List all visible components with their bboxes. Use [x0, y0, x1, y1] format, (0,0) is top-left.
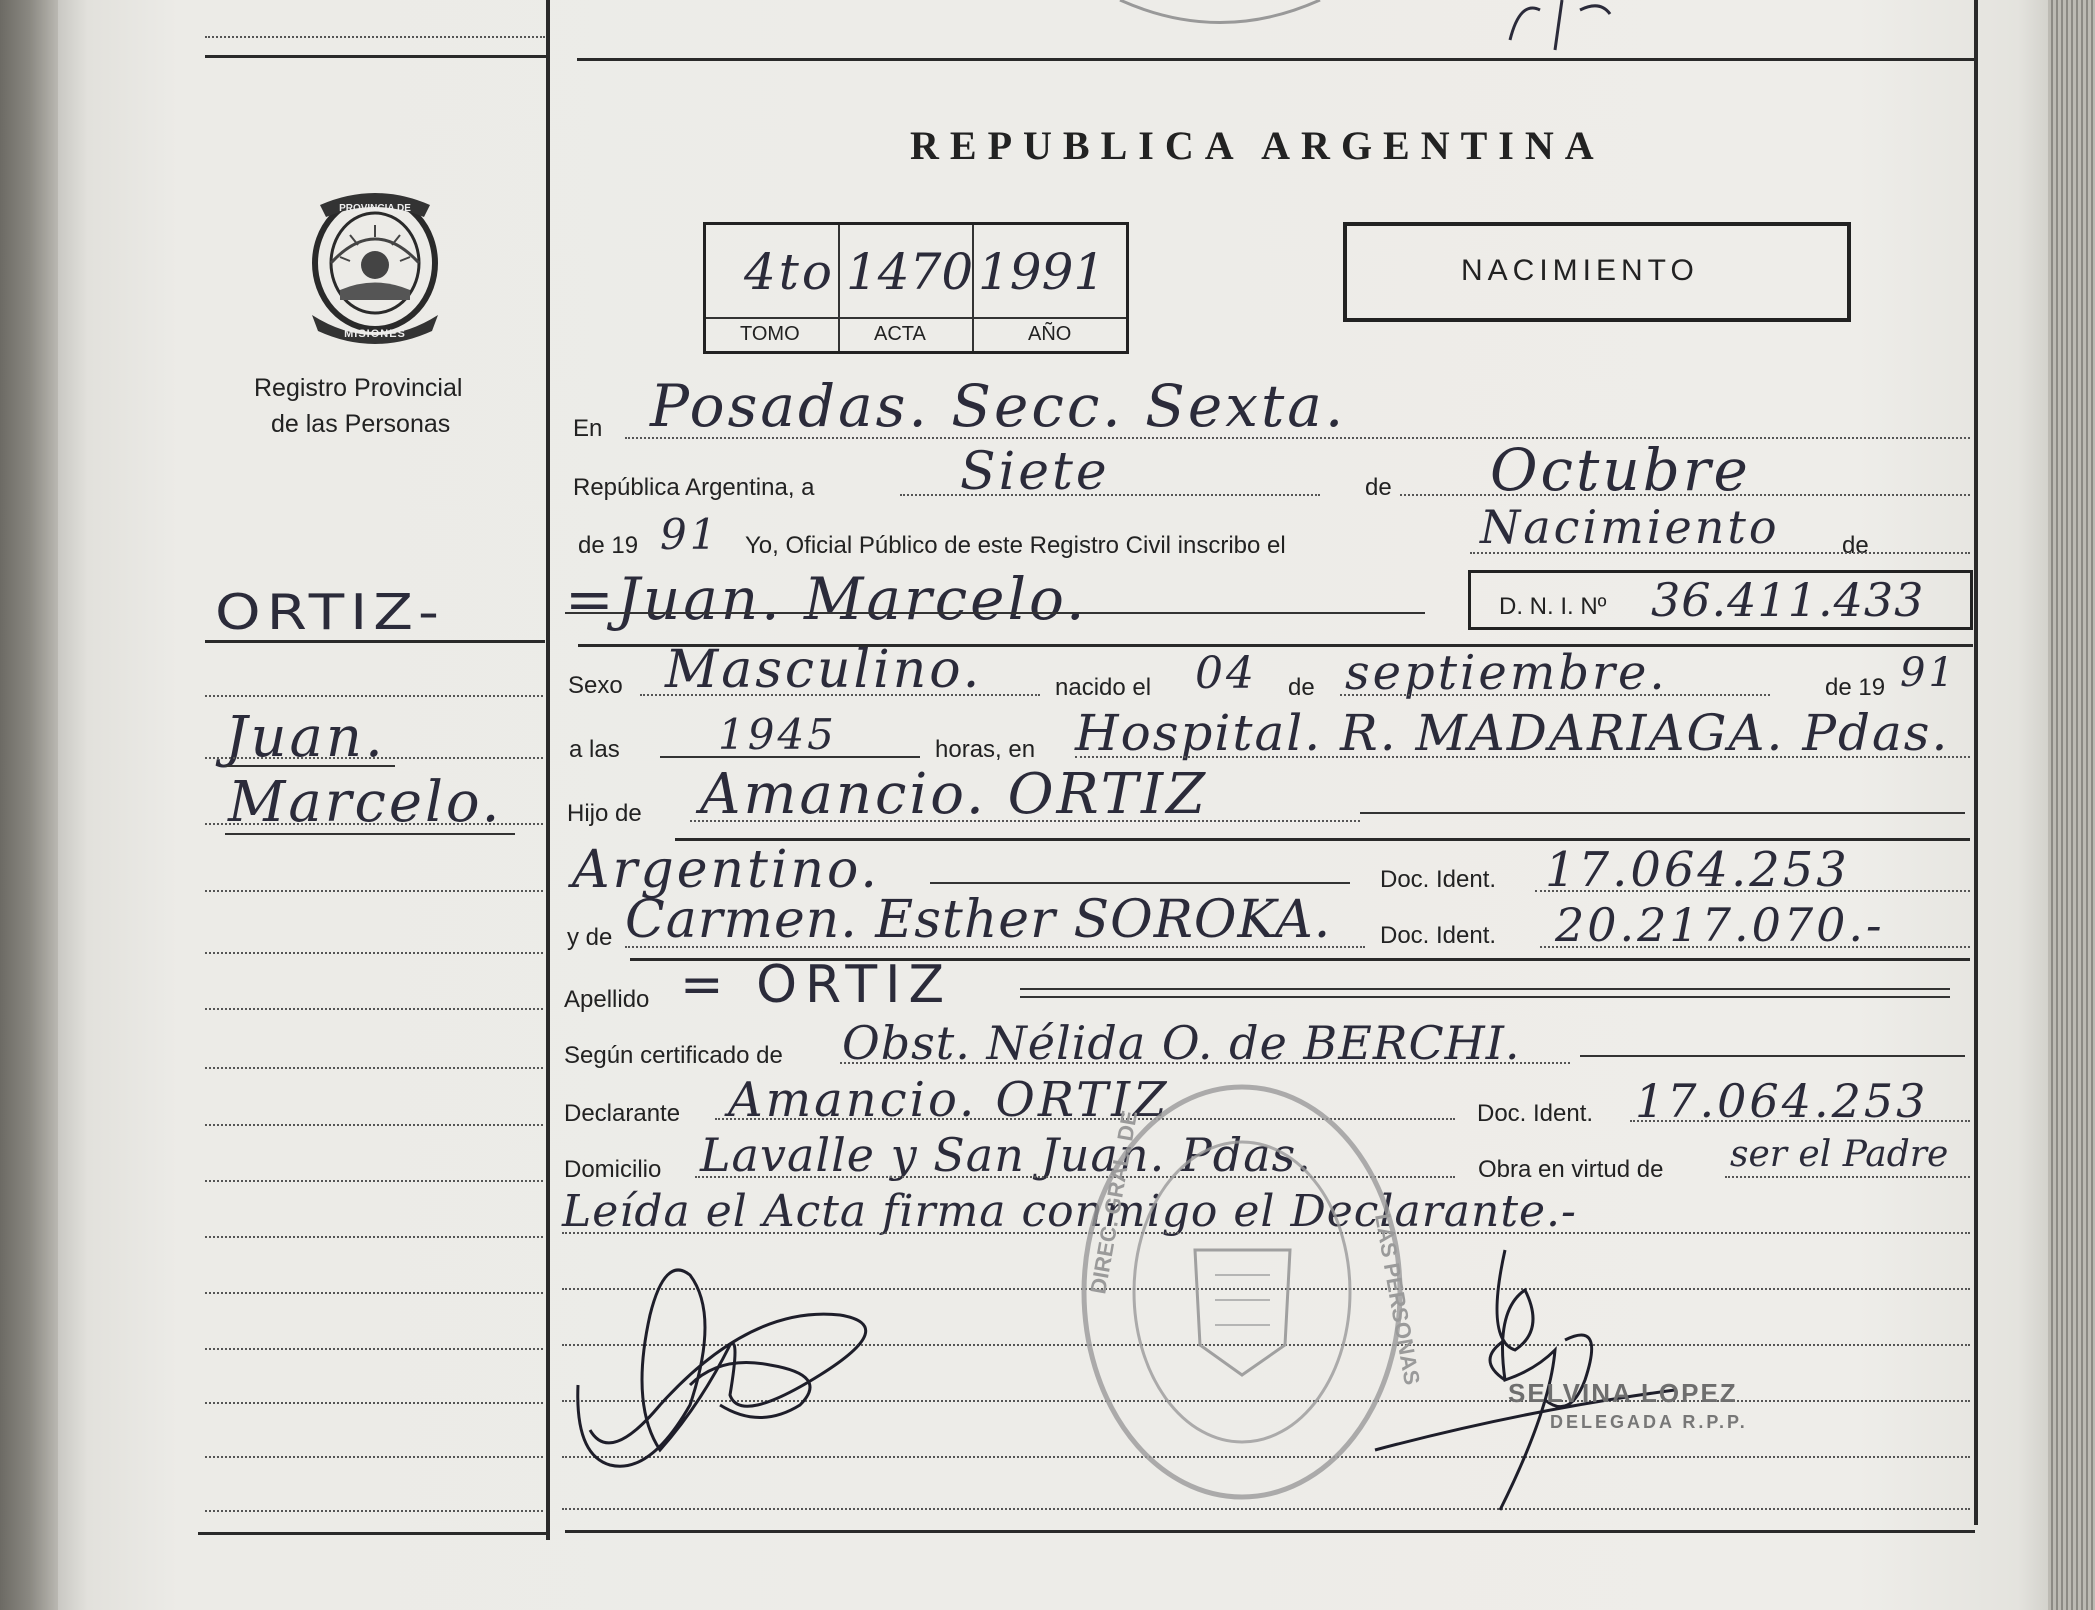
tomo-value: 4to [744, 243, 836, 301]
margin-name-line1: Juan. [225, 705, 386, 770]
svg-text:MISIONES: MISIONES [344, 328, 406, 340]
sexo-value: Masculino. [665, 640, 983, 700]
country-title: REPUBLICA ARGENTINA [910, 123, 1605, 168]
margin-underline2 [225, 833, 515, 835]
father-doc-value: 17.064.253 [1545, 842, 1850, 898]
margin-dotted-line [205, 1180, 543, 1182]
month-value: Octubre [1490, 436, 1751, 504]
father-doc-line [1535, 890, 1970, 892]
acto-line [1470, 552, 1970, 554]
mother-value: Carmen. Esther SOROKA. [625, 890, 1332, 950]
birth-month-value: septiembre. [1345, 645, 1668, 701]
margin-dotted-line [205, 695, 543, 697]
apellido-label: Apellido [564, 986, 650, 1013]
margin-dotted-line [205, 1402, 543, 1404]
margin-dotted-line [205, 1292, 543, 1294]
margin-dotted-line [205, 890, 543, 892]
margin-surname: ORTIZ- [215, 583, 445, 641]
apellido-line [1020, 988, 1950, 990]
registry-name-line1: Registro Provincial [254, 374, 463, 402]
column-divider [546, 0, 550, 1540]
birth-day-value: 04 [1195, 648, 1257, 699]
oficial-text: Yo, Oficial Público de este Registro Civil inscribo el [745, 532, 1286, 559]
svg-text:LAS PERSONAS: LAS PERSONAS [1370, 1211, 1425, 1387]
margin-dotted-line [205, 1456, 543, 1458]
margin-dotted-line [205, 757, 543, 759]
sexo-label: Sexo [568, 672, 623, 699]
record-number-box [703, 222, 1129, 354]
margin-dotted-line [205, 1236, 543, 1238]
mother-line [625, 946, 1365, 948]
en-label: En [573, 415, 603, 442]
margin-dotted-line [205, 1067, 543, 1069]
top-dotted-line [205, 36, 545, 38]
mother-doc-value: 20.217.070.- [1555, 898, 1885, 952]
domicilio-label: Domicilio [564, 1156, 662, 1183]
left-top-rule [205, 55, 547, 58]
ano-label: AÑO [1028, 323, 1072, 345]
dni-box [1468, 570, 1973, 630]
father-doc-label: Doc. Ident. [1380, 866, 1497, 893]
year-prefix-label: de 19 [578, 532, 639, 559]
margin-name-line2: Marcelo. [228, 770, 503, 835]
margin-dotted-line [205, 1510, 543, 1512]
bottom-rule [565, 1530, 1975, 1533]
remarks-value: Leída el Acta firma conmigo el Declarante.- [562, 1186, 1577, 1237]
obra-value: ser el Padre [1730, 1134, 1949, 1175]
domicilio-value: Lavalle y San Juan. Pdas. [700, 1128, 1312, 1182]
nationality-line [930, 882, 1350, 884]
republica-label: República Argentina, a [573, 474, 815, 501]
place-line [1075, 756, 1970, 758]
birth-year-prefix: de 19 [1825, 674, 1886, 701]
margin-dotted-line [205, 1124, 543, 1126]
record-type-label: NACIMIENTO [1461, 254, 1699, 287]
page-edges [2048, 0, 2095, 1610]
margin-dotted-line [205, 823, 543, 825]
certificado-line [840, 1062, 1570, 1064]
declarante-signature-icon [570, 1255, 890, 1485]
mother-doc-label: Doc. Ident. [1380, 922, 1497, 949]
certificado-line-end [1580, 1055, 1965, 1057]
day-value: Siete [960, 442, 1110, 502]
acto-value: Nacimiento [1480, 500, 1780, 554]
dni-label: D. N. I. Nº [1499, 593, 1607, 620]
hijo-label: Hijo de [567, 800, 642, 827]
en-value: Posadas. Secc. Sexta. [650, 372, 1347, 440]
top-stamp-remnant [1100, 0, 1660, 60]
declarante-doc-value: 17.064.253 [1635, 1074, 1929, 1128]
official-seal-icon [1075, 1075, 1425, 1510]
nacido-label: nacido el [1055, 674, 1152, 701]
de-label: de [1365, 474, 1392, 501]
certificado-value: Obst. Nélida O. de BERCHI. [842, 1016, 1521, 1070]
apellido-line-2 [1020, 996, 1950, 998]
child-name-value: =Juan. Marcelo. [565, 565, 1088, 633]
obra-line [1725, 1176, 1970, 1178]
misiones-emblem-icon [300, 185, 450, 345]
mother-doc-line [1540, 946, 1970, 948]
child-name-line [565, 612, 1425, 614]
obra-label: Obra en virtud de [1478, 1156, 1664, 1183]
horas-label: horas, en [935, 736, 1036, 763]
de-label-3: de [1288, 674, 1315, 701]
hour-value: 1945 [718, 710, 837, 759]
birth-month-line [1340, 694, 1770, 696]
margin-dotted-line [205, 952, 543, 954]
father-line [690, 820, 1360, 822]
father-line-end [1360, 812, 1965, 814]
official-name-stamp: SELVINA LOPEZ [1508, 1378, 1738, 1408]
declarante-label: Declarante [564, 1100, 681, 1127]
registry-name-line2: de las Personas [271, 410, 451, 438]
declarante-doc-line [1630, 1120, 1970, 1122]
a-las-label: a las [569, 736, 620, 763]
official-role-stamp: DELEGADA R.P.P. [1550, 1412, 1748, 1432]
margin-surname-rule [205, 640, 545, 643]
ano-value: 1991 [978, 243, 1106, 301]
apellido-value: = ORTIZ [680, 955, 953, 1015]
father-nationality-value: Argentino. [572, 840, 880, 900]
svg-text:DIREC. GRAL. DE: DIREC. GRAL. DE [1085, 1108, 1143, 1296]
margin-bottom-rule [198, 1532, 548, 1535]
tomo-label: TOMO [740, 323, 800, 345]
year-suffix-value: 91 [660, 510, 720, 559]
birth-year-suffix: 91 [1900, 650, 1957, 696]
father-value: Amancio. ORTIZ [700, 762, 1209, 827]
acta-value: 1470 [846, 243, 974, 301]
margin-dotted-line [205, 1008, 543, 1010]
svg-text:PROVINCIA DE: PROVINCIA DE [339, 203, 411, 214]
margin-underline1 [225, 765, 395, 767]
record-type-box [1343, 222, 1851, 322]
right-border [1974, 0, 1978, 1525]
acta-label: ACTA [874, 323, 926, 345]
declarante-value: Amancio. ORTIZ [728, 1072, 1170, 1128]
book-binding [0, 0, 60, 1610]
declarante-doc-label: Doc. Ident. [1477, 1100, 1594, 1127]
dni-value: 36.411.433 [1651, 573, 1925, 627]
place-value: Hospital. R. MADARIAGA. Pdas. [1075, 704, 1950, 762]
margin-dotted-line [205, 1348, 543, 1350]
y-de-label: y de [567, 924, 613, 951]
de-label-2: de [1842, 532, 1869, 559]
certificado-label: Según certificado de [564, 1042, 783, 1069]
